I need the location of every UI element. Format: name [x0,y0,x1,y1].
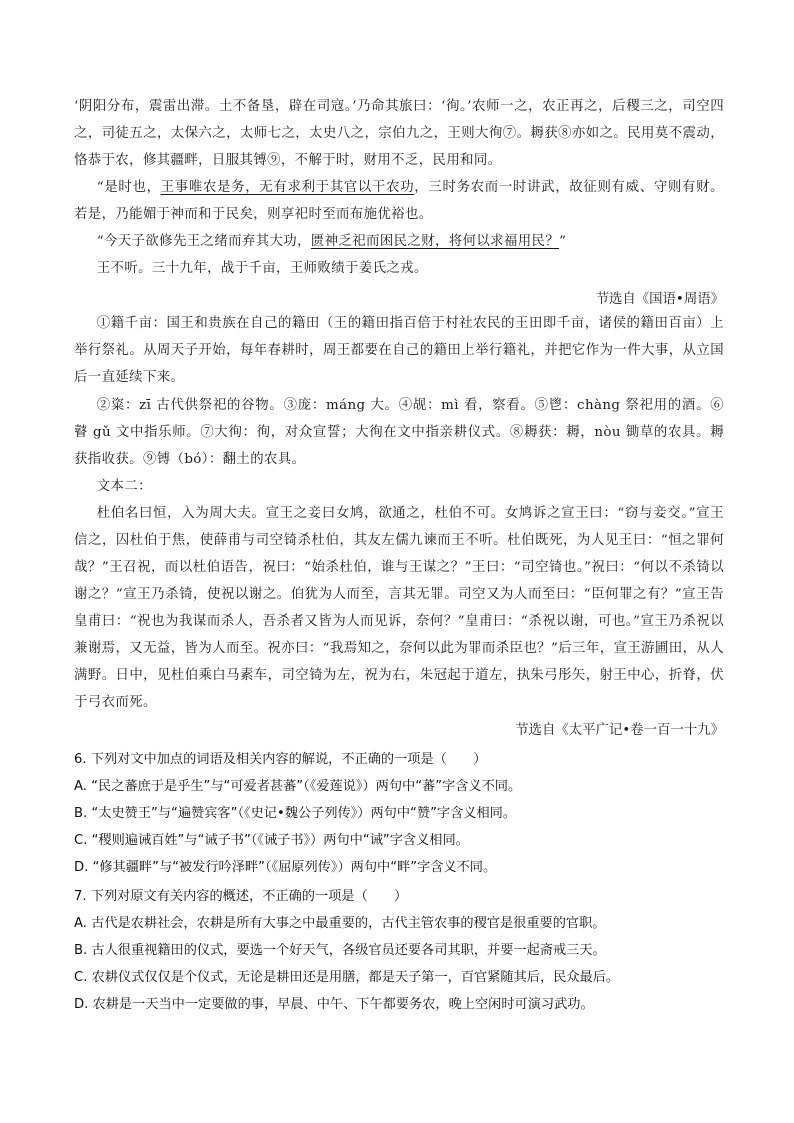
source-citation: 节选自《太平广记•卷一百一十九》 [515,723,724,738]
passage-text: ” [559,234,567,249]
underlined-sentence: 王事唯农是务，无有求利于其官以干农功 [160,180,415,195]
section-label: 文本二： [96,479,152,494]
option-d: D. 农耕是一天当中一定要做的事，早晨、中午、下午都要务农，晚上空闲时可演习武功。 [74,997,594,1012]
option-c: C. 农耕仪式仅仅是个仪式，无论是耕田还是用膳，都是天子第一，百官紧随其后，民众最后。 [74,970,620,985]
option-a: A. “民之蕃庶于是乎生”与“可爱者甚蕃”（《爱莲说》）两句中“蕃”字含义不同。 [74,779,522,794]
passage-text: ，三时务农而一时讲武，故征则有威、守则有财。若是，乃能媚于神而和于民矣，则享祀时至而布施优裕也。 [74,180,724,222]
underlined-sentence: 匮神乏祀而困民之财，将何以求福用民？ [310,234,560,249]
passage-paragraph: 杜伯名曰恒，入为周大夫。宣王之妾曰女鸠，欲通之，杜伯不可。女鸠诉之宣王曰：“窃与妾交。”宣王信之，囚杜伯于焦，使薛甫与司空锜杀杜伯，其友左儒九谏而王不听。杜伯既死，为人见王曰：“恒之罪何哉？”王召祝，而以杜伯语告，祝曰：“始杀杜伯，谁与王谋之？”王曰：“司空锜也。”祝曰：“何以不杀锜以谢之？”宣王乃杀锜，使祝以谢之。伯犹为人而至，言其无罪。司空又为人而至曰：“臣何罪之有？”宣王告皇甫曰：“祝也为我谋而杀人，吾杀者又皆为人而见诉，奈何？”皇甫曰：“杀祝以谢，可也。”宣王乃杀祝以兼谢焉，又无益，皆为人而至。祝亦曰：“我焉知之，奈何以此为罪而杀臣也？”后三年，宣王游圃田，从人满野。日中，见杜伯乘白马素车，司空锜为左，祝为右，朱冠起于道左，执朱弓彤矢，射王中心，折脊，伏于弓衣而死。 [74,506,724,710]
passage-paragraph [74,174,724,228]
question-stem: 7. 下列对原文有关内容的概述，不正确的一项是（ ） [74,889,408,904]
passage-paragraph: 王不听。三十九年，战于千亩，王师败绩于姜氏之戎。 [96,261,428,276]
option-b: B. “太史赞王”与“遍赞宾客”（《史记•魏公子列传》）两句中“赞”字含义相同。 [74,806,517,821]
footnote: ②粢：zī 古代供祭祀的谷物。③庞：máng 大。④觇：mì 看，察看。⑤鬯：chàng 祭祀用的酒。⑥瞽 gǔ 文中指乐师。⑦大徇：徇，对众宣誓；大徇在文中指亲耕仪式。⑧耨获：耨，nòu 锄草的农具。耨获指收获。⑨镈（bó）：翻土的农具。 [74,398,724,467]
question-stem: 6. 下列对文中加点的词语及相关内容的解说，不正确的一项是（ ） [74,752,487,767]
option-c: C. “稷则遍诫百姓”与“诫子书”（《诫子书》）两句中“诫”字含义相同。 [74,833,469,848]
source-citation: 节选自《国语•周语》 [595,292,724,307]
passage-paragraph: ‘阴阳分布，震雷出滞。土不备垦，辟在司寇。’乃命其旅曰：‘徇。’农师一之，农正再之，后稷三之，司空四之，司徒五之，太保六之，太师七之，太史八之，宗伯九之，王则大徇⑦。耨获⑧亦如之。民用莫不震动，恪恭于农，修其疆畔，日服其镈⑨，不解于时，财用不乏，民用和同。 [74,99,724,168]
option-d: D. “修其疆畔”与“被发行吟泽畔”（《屈原列传》）两句中“畔”字含义不同。 [74,860,497,875]
footnote: ①籍千亩：国王和贵族在自己的籍田（王的籍田指百倍于村社农民的王田即千亩，诸侯的籍田百亩）上举行祭礼。从周天子开始，每年春耕时，周王都要在自己的籍田上举行籍礼，并把它作为一件大事，从立国后一直延续下来。 [74,316,724,385]
passage-text: “今天子欲修先王之绪而弃其大功， [96,234,311,249]
passage-text: “是时也， [96,180,161,195]
passage-paragraph [74,228,724,255]
option-a: A. 古代是农耕社会，农耕是所有大事之中最重要的，古代主管农事的稷官是很重要的官职。 [74,916,606,931]
option-b: B. 古人很重视籍田的仪式，要选一个好天气，各级官员还要各司其职，并要一起斋戒三天。 [74,943,606,958]
